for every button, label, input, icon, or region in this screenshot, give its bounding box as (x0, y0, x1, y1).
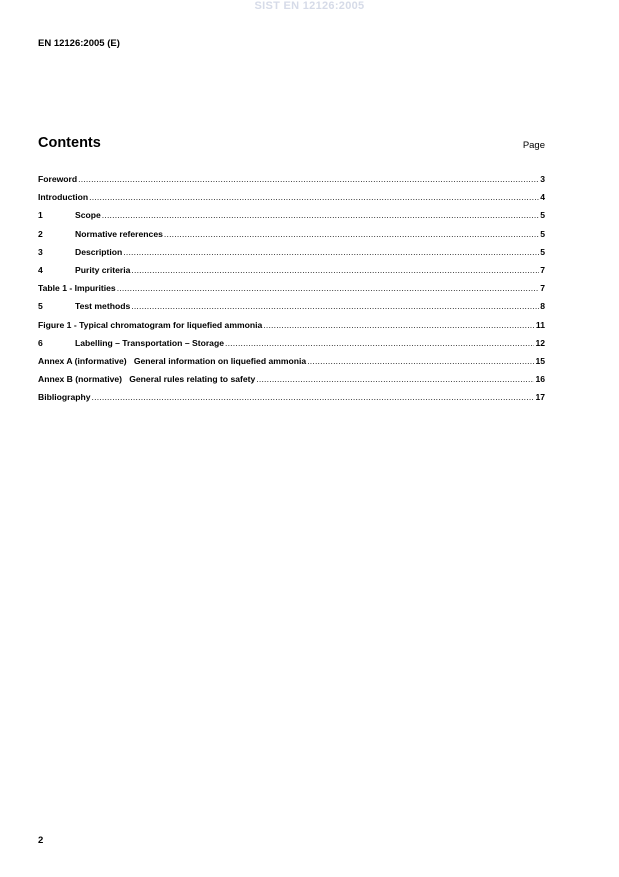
page-column-label: Page (522, 140, 545, 151)
contents-heading: Contents (38, 135, 101, 151)
toc-label: Purity criteria (75, 264, 131, 275)
toc-label: Test methods (75, 301, 131, 312)
toc-page: 11 (535, 319, 545, 330)
toc-number: 4 (38, 264, 43, 275)
toc-leader (102, 210, 539, 220)
toc-page: 5 (540, 210, 545, 221)
toc-entry[interactable] (38, 320, 545, 338)
toc-label: Normative references (75, 228, 163, 239)
toc-leader (78, 174, 539, 184)
toc-page: 3 (540, 174, 545, 184)
toc-leader (307, 356, 534, 366)
toc-label: Labelling – Transportation – Storage (75, 337, 224, 348)
toc-leader (131, 265, 539, 275)
toc-entry[interactable] (38, 392, 545, 410)
toc-entry[interactable] (38, 229, 545, 247)
toc-entry[interactable] (38, 374, 545, 392)
toc-page: 4 (540, 192, 545, 203)
toc-number: 5 (38, 301, 43, 312)
toc-label: Table 1 - Impurities (38, 283, 116, 294)
toc-number: 2 (38, 228, 43, 239)
toc-page: 16 (535, 374, 545, 385)
toc-entry[interactable] (38, 210, 545, 228)
toc-label: Description (75, 246, 123, 257)
toc-leader (117, 283, 540, 293)
toc-entry[interactable] (38, 265, 545, 283)
toc-leader (123, 247, 539, 257)
toc-label: Foreword (38, 174, 78, 184)
page-number: 2 (38, 835, 44, 846)
toc-entry[interactable] (38, 338, 545, 356)
toc-label: Annex A (informative) General information on liquefied ammonia (38, 355, 307, 366)
toc-entry[interactable] (38, 356, 545, 374)
document-id: EN 12126:2005 (E) (38, 38, 120, 49)
toc-entry[interactable] (38, 301, 545, 319)
toc-leader (164, 229, 539, 239)
toc-entry[interactable] (38, 247, 545, 265)
toc-leader (263, 320, 535, 330)
toc-page: 5 (540, 246, 545, 257)
toc-leader (225, 338, 534, 348)
toc-number: 3 (38, 246, 43, 257)
toc-page: 17 (535, 392, 545, 403)
toc-entry[interactable] (38, 192, 545, 210)
toc-label: Introduction (38, 192, 89, 203)
toc-entry[interactable] (38, 174, 545, 192)
toc-page: 12 (535, 337, 545, 348)
toc-label: Annex B (normative) General rules relating to safety (38, 374, 256, 385)
table-of-contents (38, 174, 545, 410)
toc-page: 7 (540, 283, 545, 294)
toc-page: 7 (540, 264, 545, 275)
watermark-text: SIST EN 12126:2005 (254, 0, 365, 12)
toc-label: Scope (75, 210, 101, 221)
toc-number: 6 (38, 337, 43, 348)
toc-page: 15 (535, 355, 545, 366)
toc-leader (92, 392, 535, 402)
toc-label: Bibliography (38, 392, 91, 403)
toc-leader (131, 301, 539, 311)
toc-page: 8 (540, 301, 545, 312)
toc-leader (89, 192, 539, 202)
toc-page: 5 (540, 228, 545, 239)
toc-number: 1 (38, 210, 43, 221)
toc-label: Figure 1 - Typical chromatogram for liquefied ammonia (38, 319, 263, 330)
toc-entry[interactable] (38, 283, 545, 301)
toc-leader (256, 374, 534, 384)
